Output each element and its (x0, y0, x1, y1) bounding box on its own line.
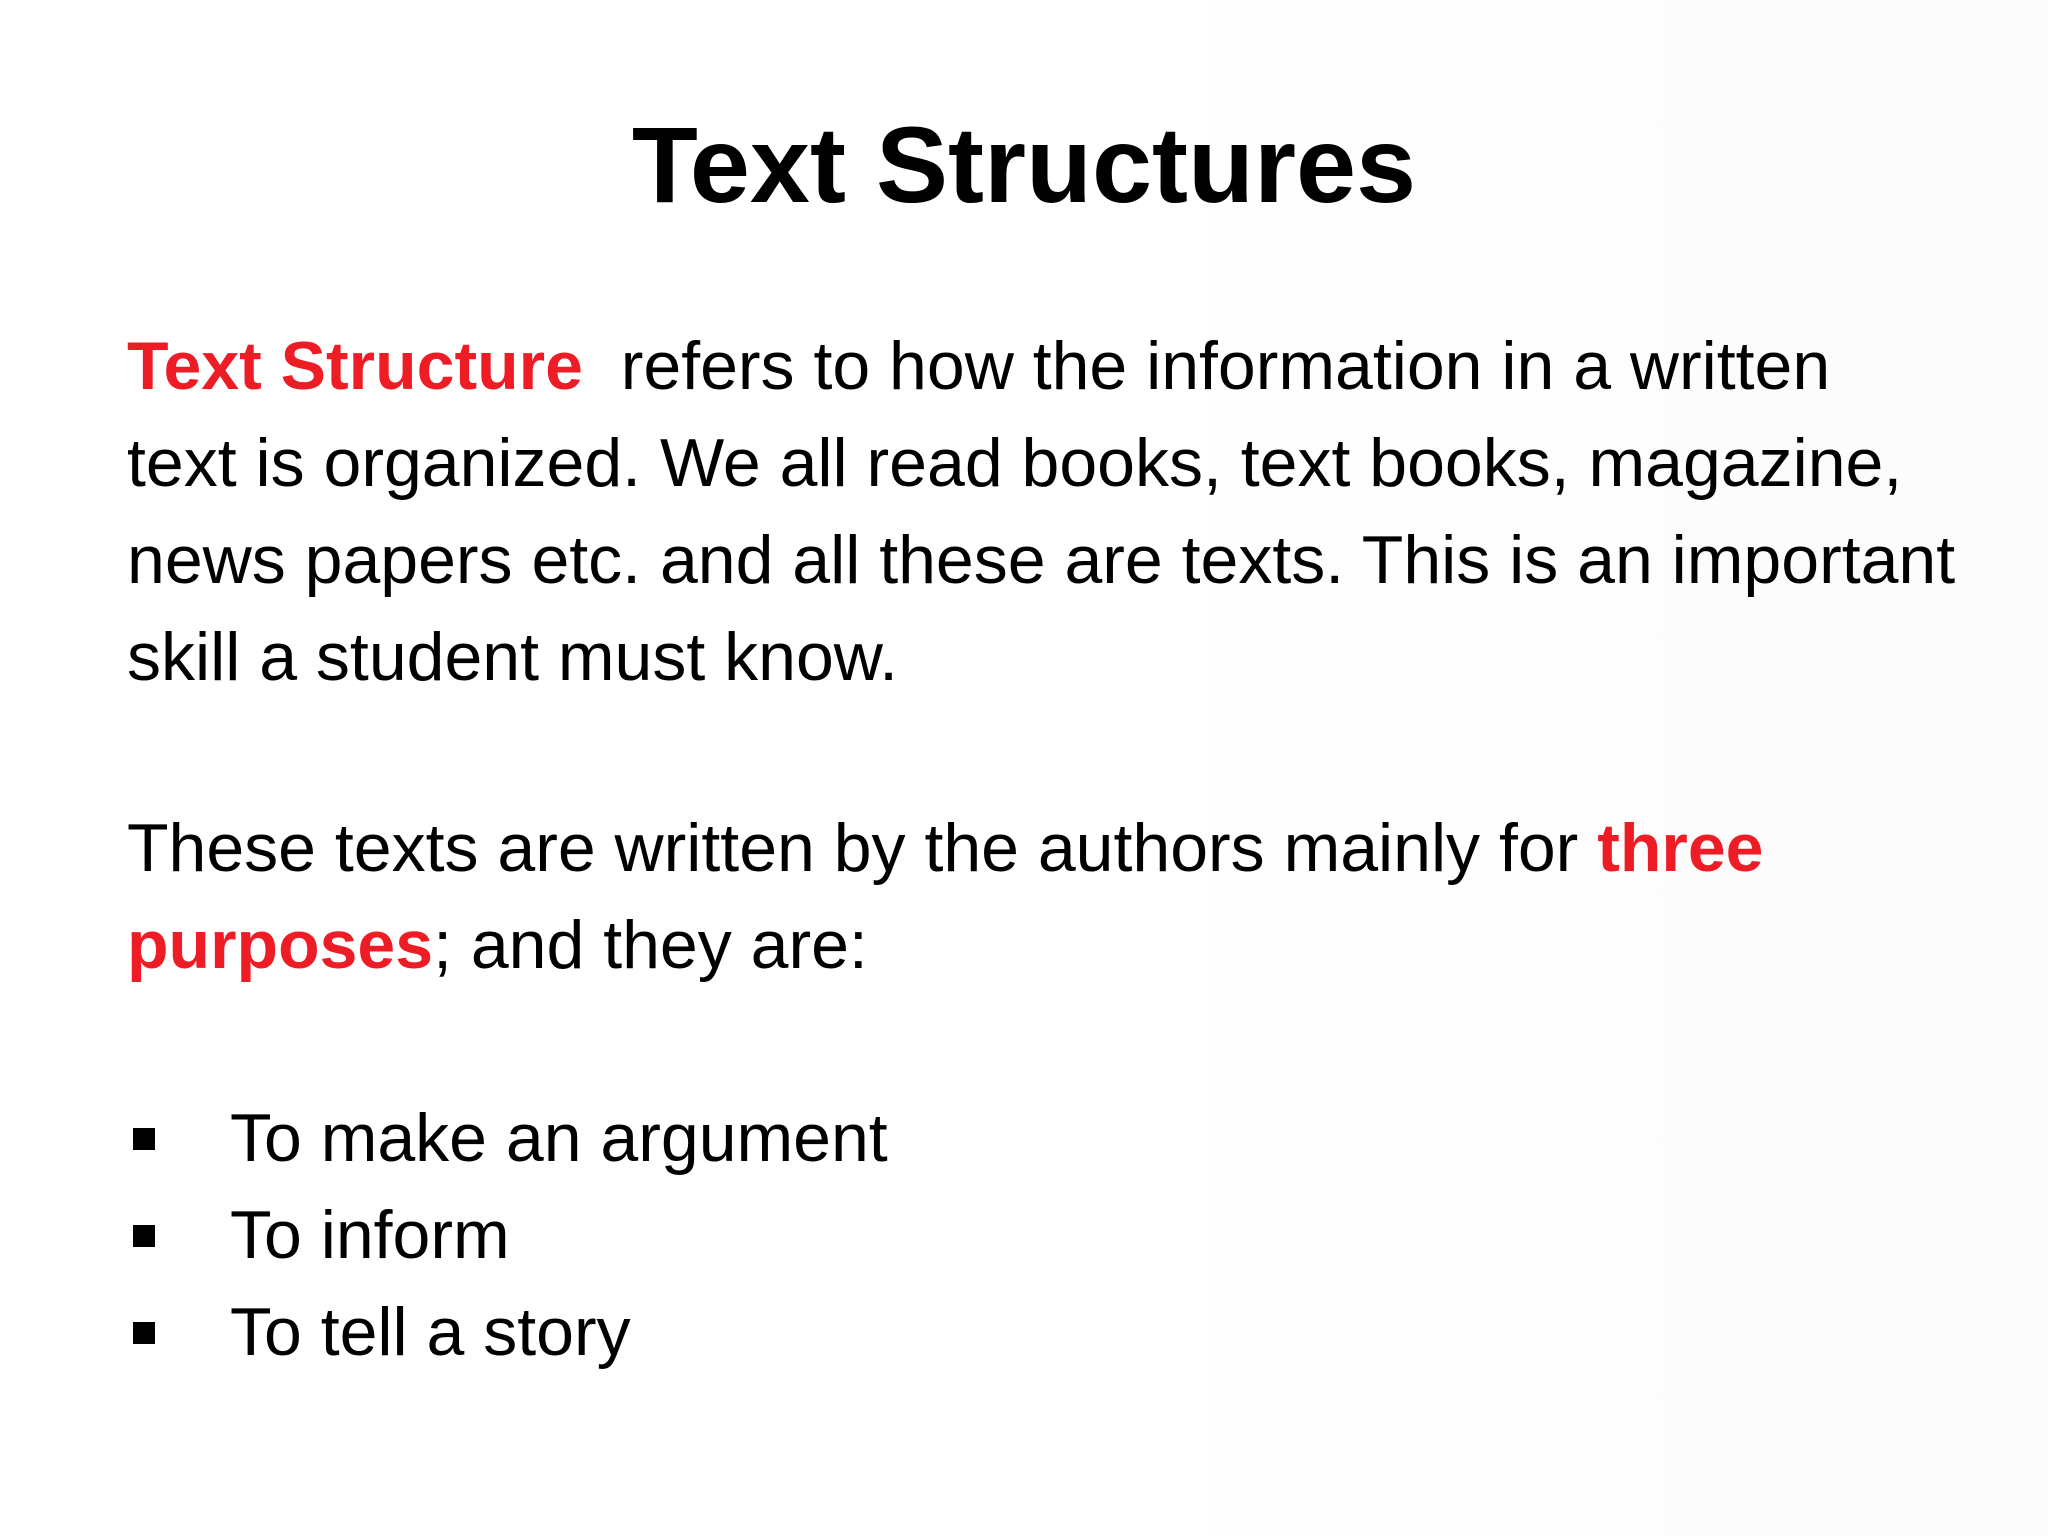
list-item (127, 1187, 888, 1284)
purpose-list (127, 1090, 888, 1381)
purpose-tail-text: ; and they are: (433, 907, 868, 983)
list-item (127, 1284, 888, 1381)
highlight-term: Text Structure (127, 328, 583, 404)
square-bullet-icon (133, 1225, 155, 1247)
list-item-text: To tell a story (230, 1294, 631, 1370)
purpose-lead-text: These texts are written by the authors mainly for (127, 810, 1598, 886)
list-item-text: To make an argument (230, 1100, 888, 1176)
purpose-paragraph (127, 800, 1957, 994)
definition-paragraph (127, 318, 1975, 706)
highlight-purposes: three purposes (127, 810, 1764, 983)
list-item-text: To inform (230, 1197, 510, 1273)
definition-text: refers to how the information in a written text is organized. We all read books, text books, magazine, news papers etc. and all these are texts. This is an important skill a student must know. (127, 328, 1975, 695)
square-bullet-icon (133, 1128, 155, 1150)
list-item (127, 1090, 888, 1187)
slide-title: Text Structures (631, 104, 1417, 225)
square-bullet-icon (133, 1322, 155, 1344)
